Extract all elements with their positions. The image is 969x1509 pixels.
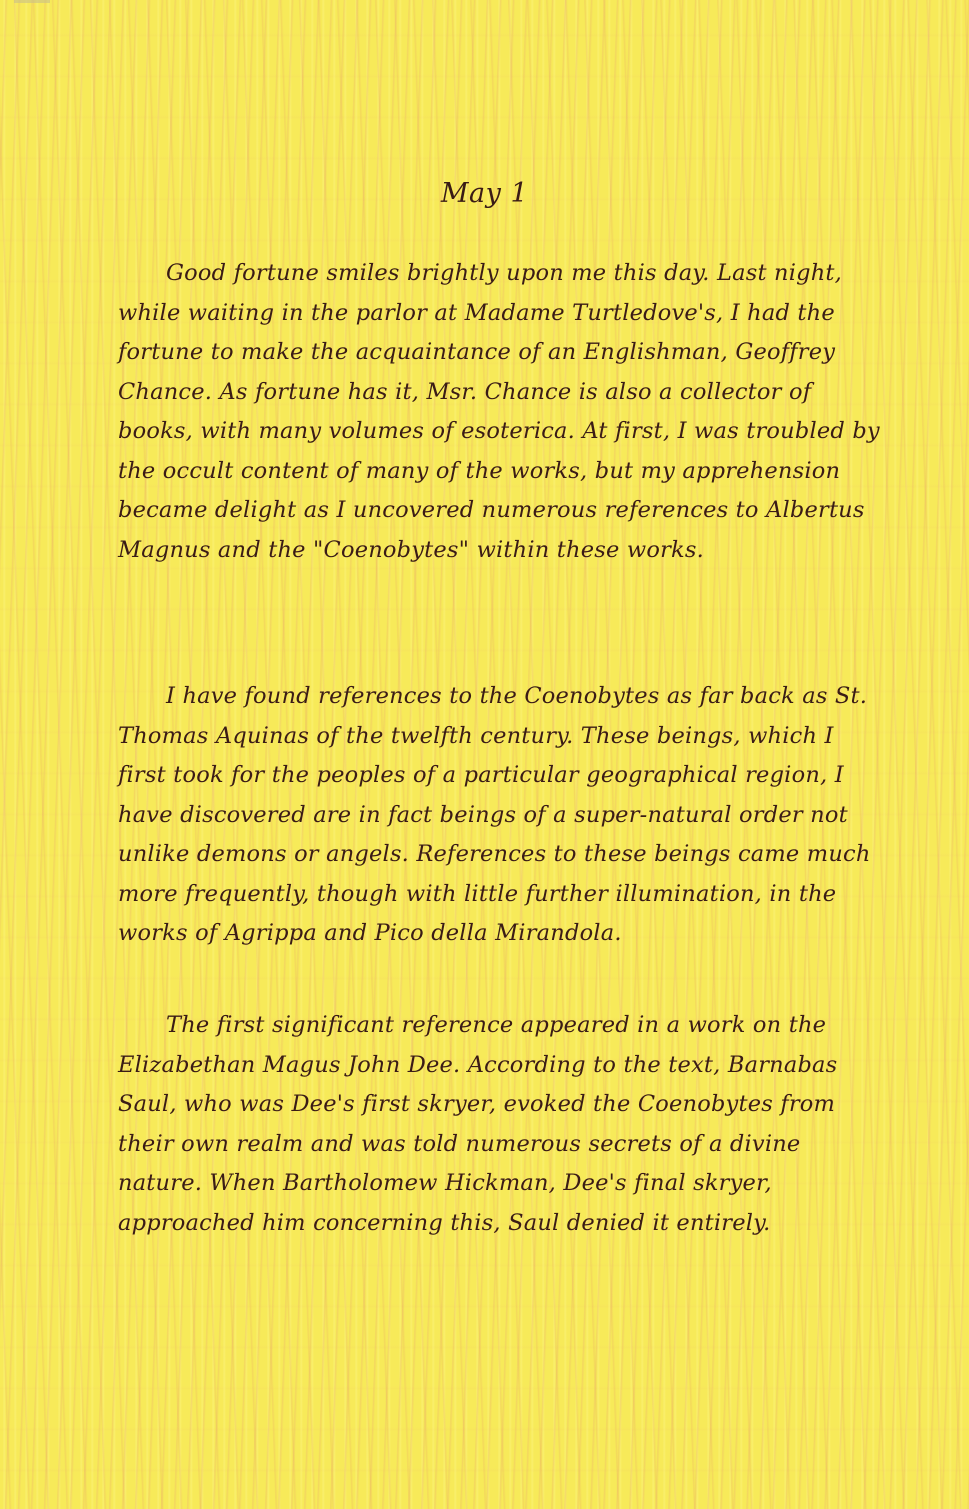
scan-edge-mark — [14, 0, 50, 3]
journal-paragraph-1: Good fortune smiles brightly upon me this day. Last night, while waiting in the parlor at Madame Turtledove's, I had the fortune to make the acquaintance of an Englishman, Geoffrey Chance. As fortune has it, Msr. Chance is also a collector of books, with many volumes of esoterica. At first, I was troubled by the occult content of many of the works, but my apprehension became delight as I uncovered numerous references to Albertus Magnus and the "Coenobytes" within these works. — [118, 260, 880, 563]
journal-paragraph-2: I have found references to the Coenobytes as far back as St. Thomas Aquinas of the twelfth century. These beings, which I first took for the peoples of a particular geographical region, I have discovered are in fact beings of a super-natural order not unlike demons or angels. References to these beings came much more frequently, though with little further illumination, in the works of Agrippa and Pico della Mirandola. — [118, 683, 871, 946]
journal-paragraph-3: The first significant reference appeared in a work on the Elizabethan Magus John Dee. According to the text, Barnabas Saul, who was Dee's first skryer, evoked the Coenobytes from their own realm and was told numerous secrets of a divine nature. When Bartholomew Hickman, Dee's final skryer, approached him concerning this, Saul denied it entirely. — [118, 1012, 838, 1236]
entry-date: May 1 — [440, 178, 529, 209]
